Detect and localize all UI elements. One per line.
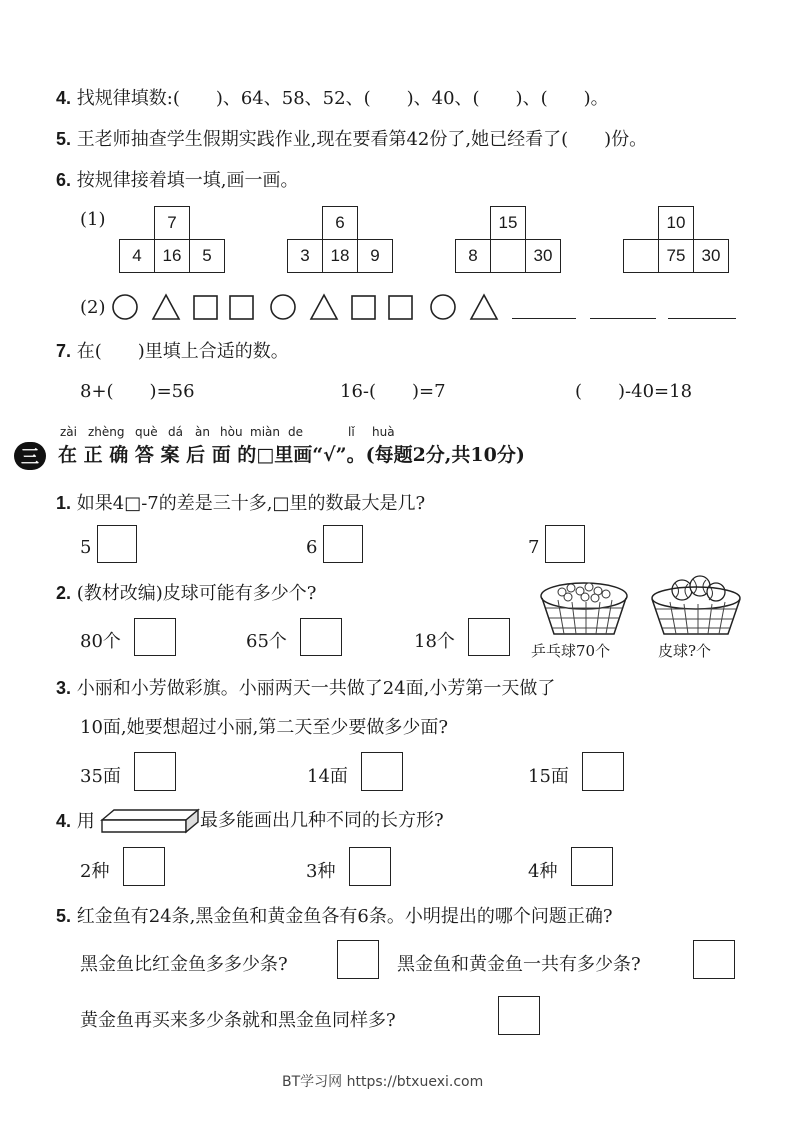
option-label: 6 xyxy=(306,537,318,558)
question-number: 5. xyxy=(56,906,72,926)
question-5 xyxy=(56,127,647,152)
check-box[interactable] xyxy=(97,525,137,563)
equation-3[interactable]: ( )-40=18 xyxy=(575,381,693,402)
cell-top: 7 xyxy=(154,206,190,240)
option-label: 黄金鱼再买来多少条就和黑金鱼同样多? xyxy=(80,1010,396,1031)
option-label: 80个 xyxy=(80,631,121,652)
basket-caption: 乒乓球70个 xyxy=(531,642,611,660)
question-text: 找规律填数:( )、64、58、52、( )、40、( )、( )。 xyxy=(76,88,609,109)
ball-basket-icon xyxy=(648,574,744,640)
square-icon xyxy=(352,296,375,319)
check-box[interactable] xyxy=(300,618,342,656)
question-number: 5. xyxy=(56,129,72,149)
square-icon xyxy=(194,296,217,319)
answer-line[interactable] xyxy=(512,318,576,319)
section-title: 在 正 确 答 案 后 面 的□里画“√”。(每题2分,共10分) xyxy=(58,444,525,466)
pinyin: hòu xyxy=(220,425,243,439)
s3-question-4 xyxy=(56,809,95,834)
s3-question-3 xyxy=(56,676,555,701)
s3-question-2 xyxy=(56,581,316,606)
answer-line[interactable] xyxy=(590,318,656,319)
cell-left: 4 xyxy=(119,239,155,273)
option-label: 3种 xyxy=(306,861,336,882)
question-number: 3. xyxy=(56,678,72,698)
question-text: 用 xyxy=(76,811,95,832)
equation-2[interactable]: 16-( )=7 xyxy=(340,381,446,402)
square-icon xyxy=(389,296,412,319)
cell-mid-blank[interactable] xyxy=(490,239,526,273)
triangle-icon xyxy=(311,295,337,319)
option-label: 5 xyxy=(80,537,92,558)
check-box[interactable] xyxy=(337,940,379,979)
question-number: 6. xyxy=(56,170,72,190)
question-text: 如果4□-7的差是三十多,□里的数最大是几? xyxy=(76,493,426,514)
check-box[interactable] xyxy=(134,618,176,656)
pinyin: dá xyxy=(168,425,183,439)
cuboid-block-icon xyxy=(100,806,200,836)
question-number: 4. xyxy=(56,88,72,108)
option-label: 15面 xyxy=(528,766,569,787)
shape-sequence xyxy=(110,288,750,328)
pinyin: àn xyxy=(195,425,210,439)
answer-line[interactable] xyxy=(668,318,736,319)
option-label: 7 xyxy=(528,537,540,558)
cell-top: 6 xyxy=(322,206,358,240)
circle-icon xyxy=(431,295,455,319)
section-badge: 三 xyxy=(14,442,46,470)
check-box[interactable] xyxy=(582,752,624,791)
option-label: 黑金鱼比红金鱼多多少条? xyxy=(80,954,288,975)
footer-watermark: BT学习网 https://btxuexi.com xyxy=(282,1074,484,1090)
option-label: 4种 xyxy=(528,861,558,882)
square-icon xyxy=(230,296,253,319)
question-text-continued: 10面,她要想超过小丽,第二天至少要做多少面? xyxy=(80,717,448,738)
check-box[interactable] xyxy=(361,752,403,791)
option-label: 35面 xyxy=(80,766,121,787)
s3-question-5 xyxy=(56,904,612,929)
cell-left: 3 xyxy=(287,239,323,273)
check-box[interactable] xyxy=(545,525,585,563)
cell-right: 5 xyxy=(189,239,225,273)
s3-question-1 xyxy=(56,491,425,516)
check-box[interactable] xyxy=(571,847,613,886)
check-box[interactable] xyxy=(134,752,176,791)
pinyin: lǐ xyxy=(348,425,355,439)
cell-mid: 16 xyxy=(154,239,190,273)
question-text-after-icon: 最多能画出几种不同的长方形? xyxy=(200,810,444,831)
pinyin: zhèng xyxy=(88,425,125,439)
question-number: 2. xyxy=(56,583,72,603)
check-box[interactable] xyxy=(468,618,510,656)
pinyin-row xyxy=(60,425,400,441)
check-box[interactable] xyxy=(498,996,540,1035)
cell-right: 9 xyxy=(357,239,393,273)
question-text: 红金鱼有24条,黑金鱼和黄金鱼各有6条。小明提出的哪个问题正确? xyxy=(76,906,613,927)
pinyin: huà xyxy=(372,425,395,439)
option-label: 14面 xyxy=(307,766,348,787)
question-number: 7. xyxy=(56,341,72,361)
basket-caption: 皮球?个 xyxy=(658,642,712,660)
cell-mid: 75 xyxy=(658,239,694,273)
equation-1[interactable]: 8+( )=56 xyxy=(80,381,195,402)
question-number: 1. xyxy=(56,493,72,513)
check-box[interactable] xyxy=(123,847,165,886)
question-text: 小丽和小芳做彩旗。小丽两天一共做了24面,小芳第一天做了 xyxy=(76,678,556,699)
check-box[interactable] xyxy=(693,940,735,979)
option-label: 2种 xyxy=(80,861,110,882)
cell-left-blank[interactable] xyxy=(623,239,659,273)
cell-left: 8 xyxy=(455,239,491,273)
circle-icon xyxy=(113,295,137,319)
pinyin: miàn xyxy=(250,425,280,439)
question-7 xyxy=(56,339,289,364)
question-text: 在( )里填上合适的数。 xyxy=(76,341,289,362)
cell-right: 30 xyxy=(693,239,729,273)
ping-pong-basket-icon xyxy=(538,578,630,640)
question-text: 按规律接着填一填,画一画。 xyxy=(76,170,299,191)
pinyin: zài xyxy=(60,425,77,439)
option-label: 18个 xyxy=(414,631,455,652)
question-text: 王老师抽查学生假期实践作业,现在要看第42份了,她已经看了( )份。 xyxy=(76,129,648,150)
cell-top: 10 xyxy=(658,206,694,240)
cell-top: 15 xyxy=(490,206,526,240)
question-number: 4. xyxy=(56,811,72,831)
option-label: 黑金鱼和黄金鱼一共有多少条? xyxy=(397,954,641,975)
question-text: (教材改编)皮球可能有多少个? xyxy=(76,583,317,604)
pinyin: què xyxy=(135,425,158,439)
option-label: 65个 xyxy=(246,631,287,652)
triangle-icon xyxy=(153,295,179,319)
circle-icon xyxy=(271,295,295,319)
question-6 xyxy=(56,168,298,193)
check-box[interactable] xyxy=(323,525,363,563)
sub-label-1: (1) xyxy=(80,209,106,230)
check-box[interactable] xyxy=(349,847,391,886)
triangle-icon xyxy=(471,295,497,319)
cell-mid: 18 xyxy=(322,239,358,273)
pinyin: de xyxy=(288,425,303,439)
sub-label-2: (2) xyxy=(80,297,106,318)
question-4 xyxy=(56,86,609,111)
cell-right: 30 xyxy=(525,239,561,273)
